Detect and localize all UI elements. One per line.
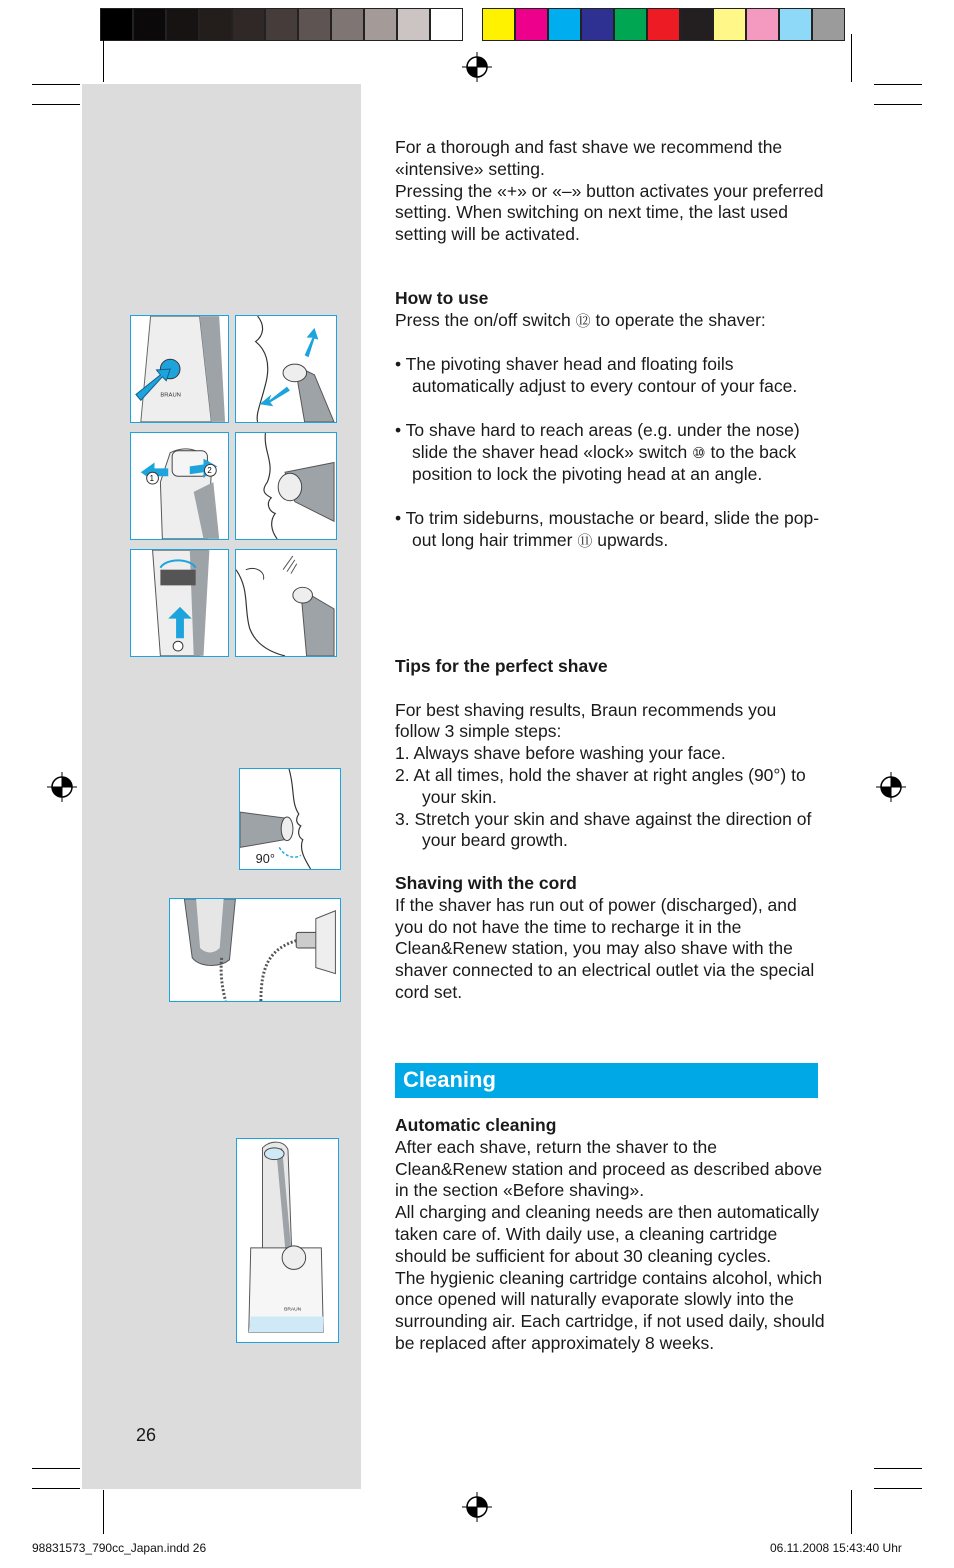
illustration-under-nose xyxy=(235,432,337,540)
illustration-pivot-head xyxy=(235,315,337,423)
cord-paragraph: If the shaver has run out of power (discharged), and you do not have the time to recharge it in the Clean&Renew station, you may also shave with the shaver connected to an electrical outlet via the special cord set. xyxy=(395,894,815,1002)
color-swatch xyxy=(812,8,845,41)
color-swatch xyxy=(364,8,397,41)
color-swatch xyxy=(133,8,166,41)
cleaning-paragraph: After each shave, return the shaver to the Clean&Renew station and proceed as described above in the section «Before shaving». xyxy=(395,1136,823,1201)
color-swatch xyxy=(779,8,812,41)
crop-mark xyxy=(874,1468,922,1469)
intro-paragraph: Pressing the «+» or «–» button activates your preferred setting. When switching on next time, the last used setting will be activated. xyxy=(395,180,824,245)
color-swatch xyxy=(100,8,133,41)
cleaning-paragraph: The hygienic cleaning cartridge contains alcohol, which once opened will naturally evaporate slowly into the surrounding air. Each cartridge, if not used daily, should be replaced after approximately 8 weeks. xyxy=(395,1267,825,1353)
step-1-label: 1 xyxy=(149,474,154,484)
ref-12-icon: ⑫ xyxy=(575,312,591,330)
color-swatch xyxy=(298,8,331,41)
crop-mark xyxy=(103,34,104,82)
color-swatch xyxy=(331,8,364,41)
registration-mark-icon xyxy=(876,772,906,802)
color-swatch xyxy=(548,8,581,41)
color-swatch xyxy=(680,8,713,41)
illustration-clean-renew-station xyxy=(236,1138,339,1343)
illustration-trimmer-up xyxy=(130,549,229,657)
footer-filename: 98831573_790cc_Japan.indd 26 xyxy=(32,1541,207,1555)
cord-heading: Shaving with the cord xyxy=(395,873,577,893)
color-calibration-bar xyxy=(482,8,845,41)
cleaning-section-title: Cleaning xyxy=(403,1067,496,1092)
illustration-90-degrees xyxy=(239,768,341,870)
brand-label: BRAUN xyxy=(160,392,181,399)
crop-mark xyxy=(32,104,80,105)
gray-calibration-bar xyxy=(100,8,463,41)
how-to-use-line: Press the on/off switch ⑫ to operate the shaver: xyxy=(395,309,766,330)
ref-10-icon: ⑩ xyxy=(692,444,706,462)
crop-mark xyxy=(851,34,852,82)
color-swatch xyxy=(232,8,265,41)
color-swatch xyxy=(614,8,647,41)
illustration-cord-connection xyxy=(169,898,341,1002)
crop-mark xyxy=(32,1488,80,1489)
illustration-switch-on xyxy=(130,315,229,423)
crop-mark xyxy=(32,1468,80,1469)
how-to-use-heading: How to use xyxy=(395,288,489,308)
crop-mark xyxy=(851,1490,852,1534)
step-2-label: 2 xyxy=(207,466,212,476)
registration-mark-icon xyxy=(462,52,492,82)
color-swatch xyxy=(199,8,232,41)
crop-mark xyxy=(874,84,922,85)
bullet-trimmer: • To trim sideburns, moustache or beard, slide the pop-out long hair trimmer ⑪ upwards. xyxy=(395,507,820,550)
color-swatch xyxy=(515,8,548,41)
illustration-lock-switch xyxy=(130,432,229,540)
automatic-cleaning-heading: Automatic cleaning xyxy=(395,1115,557,1135)
crop-mark xyxy=(874,104,922,105)
color-swatch xyxy=(482,8,515,41)
ref-11-icon: ⑪ xyxy=(577,532,593,550)
how-to-use-section xyxy=(395,288,825,553)
cleaning-section xyxy=(395,1115,825,1355)
station-brand-label: BRAUN xyxy=(284,1307,302,1313)
intro-section xyxy=(395,137,825,246)
color-swatch xyxy=(746,8,779,41)
color-swatch xyxy=(581,8,614,41)
bullet-pivoting-head: • The pivoting shaver head and floating foils automatically adjust to every contour of your face. xyxy=(395,354,798,397)
cleaning-paragraph: All charging and cleaning needs are then automatically taken care of. With daily use, a cleaning cartridge should be sufficient for about 30 cleaning cycles. xyxy=(395,1202,820,1266)
crop-mark xyxy=(874,1488,922,1489)
cord-section xyxy=(395,873,825,1004)
tips-step: 3. Stretch your skin and shave against the direction of your beard growth. xyxy=(395,808,812,851)
page-number: 26 xyxy=(136,1425,157,1445)
crop-mark xyxy=(103,1490,104,1534)
color-swatch xyxy=(430,8,463,41)
color-swatch xyxy=(713,8,746,41)
color-swatch xyxy=(166,8,199,41)
cleaning-section-bar xyxy=(395,1063,818,1098)
tips-intro: For best shaving results, Braun recommends you follow 3 simple steps: xyxy=(395,699,777,742)
registration-mark-icon xyxy=(462,1492,492,1522)
tips-heading: Tips for the perfect shave xyxy=(395,656,608,676)
color-swatch xyxy=(397,8,430,41)
color-swatch xyxy=(647,8,680,41)
footer-timestamp: 06.11.2008 15:43:40 Uhr xyxy=(770,1541,902,1555)
registration-mark-icon xyxy=(47,772,77,802)
tips-step: 2. At all times, hold the shaver at right angles (90°) to your skin. xyxy=(395,764,806,807)
crop-mark xyxy=(32,84,80,85)
illustration-sideburn-trim xyxy=(235,549,337,657)
tips-section xyxy=(395,656,825,852)
bullet-lock-switch: • To shave hard to reach areas (e.g. under the nose) slide the shaver head «lock» switch ⑩ to the back position to lock the pivoting head at an angle. xyxy=(395,419,800,485)
tips-step: 1. Always shave before washing your face. xyxy=(395,743,726,764)
angle-label: 90° xyxy=(255,851,275,867)
color-swatch xyxy=(265,8,298,41)
intro-paragraph: For a thorough and fast shave we recommend the «intensive» setting. xyxy=(395,137,783,179)
